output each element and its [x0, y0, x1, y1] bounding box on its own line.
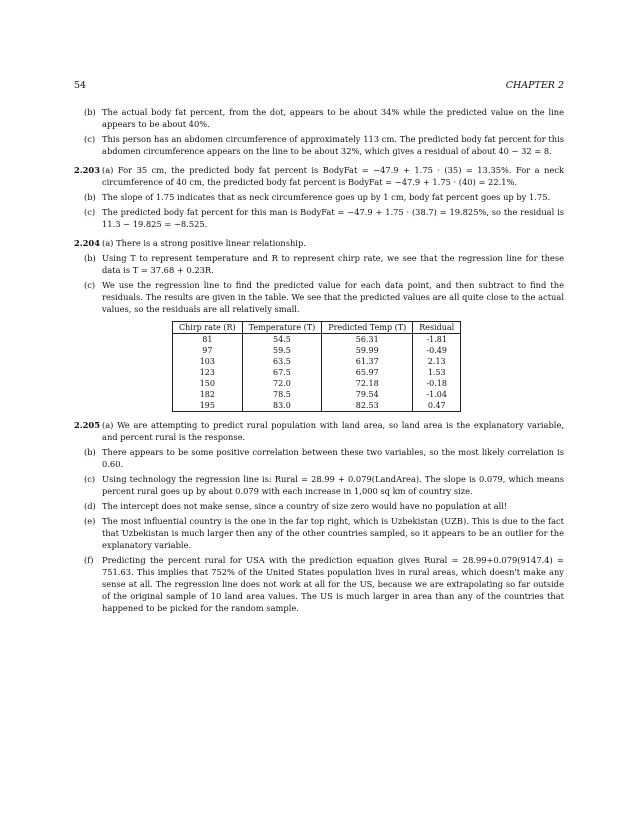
item-text: The intercept does not make sense, since a country of size zero would have no population at all!	[102, 501, 508, 511]
table-cell: 61.37	[322, 356, 413, 367]
table-cell: 63.5	[242, 356, 322, 367]
residuals-table	[172, 321, 461, 412]
table-cell: 103	[173, 356, 243, 367]
item-label: (a)	[102, 238, 114, 248]
problem-number: 2.203	[74, 165, 100, 175]
column-header: Predicted Temp (T)	[322, 322, 413, 334]
item-text: Predicting the percent rural for USA with the prediction equation gives Rural = 28.99+0.079(9147.4) = 751.63. This implies that 752% of the United States population lives in rural areas, which doesn't make any sense at all. The regression line does not work at all for the US, because we are extrapolating so far outside of the original sample of 10 land area values. The US is much larger in area than any of the countries that happened to be picked for the random sample.	[102, 555, 564, 613]
table-cell: 59.99	[322, 345, 413, 356]
table-row	[173, 378, 461, 389]
page-number: 54	[74, 80, 87, 91]
problem-2-203	[74, 164, 564, 188]
answer-2-204-c	[74, 279, 564, 315]
page-body	[74, 106, 564, 617]
table-cell: 78.5	[242, 389, 322, 400]
item-label: (b)	[84, 192, 96, 202]
table-cell: 0.47	[413, 400, 461, 412]
item-text: The predicted body fat percent for this man is BodyFat = −47.9 + 1.75 · (38.7) = 19.825%, so the residual is 11.3 − 19.825 = −8.525.	[102, 207, 564, 229]
problem-number: 2.205	[74, 420, 100, 430]
table-cell: 97	[173, 345, 243, 356]
table-cell: -1.81	[413, 334, 461, 346]
problem-number: 2.204	[74, 238, 100, 248]
item-text: We are attempting to predict rural population with land area, so land area is the explanatory variable, and percent rural is the response.	[102, 420, 564, 442]
item-text: This person has an abdomen circumference of approximately 113 cm. The predicted body fat percent for this abdomen circumference appears on the line to be about 32%, which gives a residual of about 40 − 32 = 8.	[102, 134, 564, 156]
item-label: (c)	[84, 474, 96, 484]
column-header: Residual	[413, 322, 461, 334]
item-label: (b)	[84, 253, 96, 263]
table-row	[173, 389, 461, 400]
table-row	[173, 345, 461, 356]
item-label: (f)	[84, 555, 94, 565]
table-cell: 2.13	[413, 356, 461, 367]
table-row	[173, 356, 461, 367]
answer-2-205-e	[74, 515, 564, 551]
answer-2-205-f	[74, 554, 564, 614]
table-cell: 59.5	[242, 345, 322, 356]
item-text: We use the regression line to find the predicted value for each data point, and then subtract to find the residuals. The results are given in the table. We see that the predicted values are all quite close to the actual values, so the residuals are all relatively small.	[102, 280, 564, 314]
table-cell: -1.04	[413, 389, 461, 400]
table-cell: 150	[173, 378, 243, 389]
table-cell: 72.0	[242, 378, 322, 389]
item-text: There is a strong positive linear relationship.	[116, 238, 306, 248]
item-label: (b)	[84, 107, 96, 117]
table-cell: -0.18	[413, 378, 461, 389]
chapter-title: CHAPTER 2	[505, 80, 564, 91]
table-cell: 79.54	[322, 389, 413, 400]
item-label: (a)	[102, 420, 114, 430]
item-label: (b)	[84, 447, 96, 457]
item-label: (e)	[84, 516, 96, 526]
item-text: Using T to represent temperature and R to represent chirp rate, we see that the regression line for these data is T = 37.68 + 0.23R.	[102, 253, 564, 275]
answer-2-203-c	[74, 206, 564, 230]
table-cell: 82.53	[322, 400, 413, 412]
table-cell: 72.18	[322, 378, 413, 389]
item-label: (c)	[84, 280, 96, 290]
answer-2-202-b	[74, 106, 564, 130]
answer-2-203-b	[74, 191, 564, 203]
table-cell: -0.49	[413, 345, 461, 356]
item-label: (c)	[84, 134, 96, 144]
table-cell: 182	[173, 389, 243, 400]
column-header: Temperature (T)	[242, 322, 322, 334]
table-header-row	[173, 322, 461, 334]
item-text: The slope of 1.75 indicates that as neck circumference goes up by 1 cm, body fat percent goes up by 1.75.	[102, 192, 551, 202]
answer-2-202-c	[74, 133, 564, 157]
table-cell: 195	[173, 400, 243, 412]
item-text: The most influential country is the one in the far top right, which is Uzbekistan (UZB). This is due to the fact that Uzbekistan is much larger then any of the other countries sampled, so it appears to be an outlier for the explanatory variable.	[102, 516, 564, 550]
item-label: (d)	[84, 501, 96, 511]
item-text: There appears to be some positive correlation between these two variables, so the most likely correlation is 0.60.	[102, 447, 564, 469]
table-row	[173, 367, 461, 378]
table-row	[173, 400, 461, 412]
table-cell: 1.53	[413, 367, 461, 378]
table-cell: 81	[173, 334, 243, 346]
item-text: For 35 cm, the predicted body fat percent is BodyFat = −47.9 + 1.75 · (35) = 13.35%. For a neck circumference of 40 cm, the predicted body fat percent is BodyFat = −47.9 + 1.75 · (40) = 22.1%.	[102, 165, 564, 187]
table-cell: 83.0	[242, 400, 322, 412]
table-row	[173, 334, 461, 346]
table-cell: 67.5	[242, 367, 322, 378]
page-header	[74, 80, 564, 94]
table-cell: 123	[173, 367, 243, 378]
answer-2-205-d	[74, 500, 564, 512]
answer-2-204-b	[74, 252, 564, 276]
item-label: (c)	[84, 207, 96, 217]
table-cell: 54.5	[242, 334, 322, 346]
table-cell: 56.31	[322, 334, 413, 346]
problem-2-204	[74, 237, 564, 249]
problem-2-205	[74, 419, 564, 443]
table-cell: 65.97	[322, 367, 413, 378]
item-label: (a)	[102, 165, 114, 175]
column-header: Chirp rate (R)	[173, 322, 243, 334]
answer-2-205-b	[74, 446, 564, 470]
item-text: The actual body fat percent, from the dot, appears to be about 34% while the predicted value on the line appears to be about 40%.	[102, 107, 564, 129]
item-text: Using technology the regression line is: Rural = 28.99 + 0.079(LandArea). The slope is 0.079, which means percent rural goes up by about 0.079 with each increase in 1,000 sq km of country size.	[102, 474, 564, 496]
answer-2-205-c	[74, 473, 564, 497]
